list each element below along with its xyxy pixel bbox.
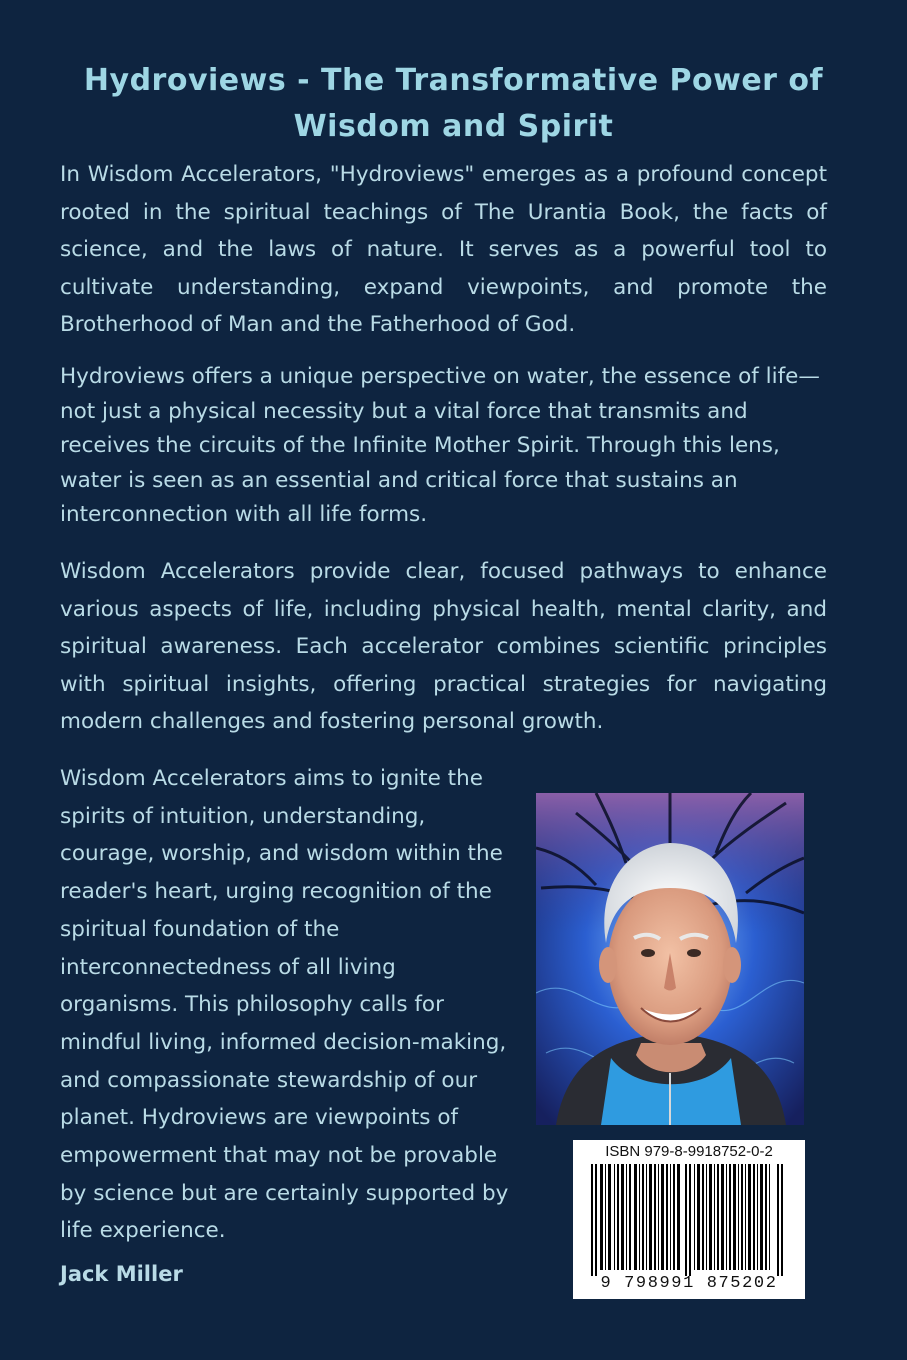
philosophy-paragraph: Wisdom Accelerators aims to ignite the spirits of intuition, understanding, courage, worship, and wisdom within the reader's heart, urging recognition of the spiritual foundation of the interconnectedness of all living organisms. This philosophy calls for mindful living, informed decision-making, and compassionate stewardship of our planet. Hydroviews are viewpoints of empowerment that may not be provable by science but are certainly supported by life experience.	[60, 766, 509, 1244]
accelerators-paragraph: Wisdom Accelerators provide clear, focused pathways to enhance various aspects of life, including physical health, mental clarity, and spiritual awareness. Each accelerator combines scientific principles with spiritual insights, offering practical strategies for navigating modern challenges and fostering personal growth.	[60, 559, 827, 734]
intro-paragraph: In Wisdom Accelerators, "Hydroviews" emerges as a profound concept rooted in the spiritual teachings of The Urantia Book, the facts of science, and the laws of nature. It serves as a powerful tool to cultivate understanding, expand viewpoints, and promote the Brotherhood of Man and the Fatherhood of God.	[60, 162, 827, 337]
water-paragraph: Hydroviews offers a unique perspective on water, the essence of life—not just a physical necessity but a vital force that transmits and receives the circuits of the Infinite Mother Spirit. Through this lens, water is seen as an essential and critical force that sustains an interconnection with all life forms.	[60, 364, 820, 527]
book-title: Hydroviews - The Transformative Power of Wisdom and Spirit	[83, 63, 824, 144]
author-photo	[536, 793, 804, 1125]
barcode-number: 9 798991 875202	[600, 1274, 778, 1293]
isbn-barcode	[573, 1140, 805, 1299]
author-name: Jack Miller	[60, 1262, 183, 1286]
isbn-label: ISBN 979-8-9918752-0-2	[605, 1143, 773, 1160]
